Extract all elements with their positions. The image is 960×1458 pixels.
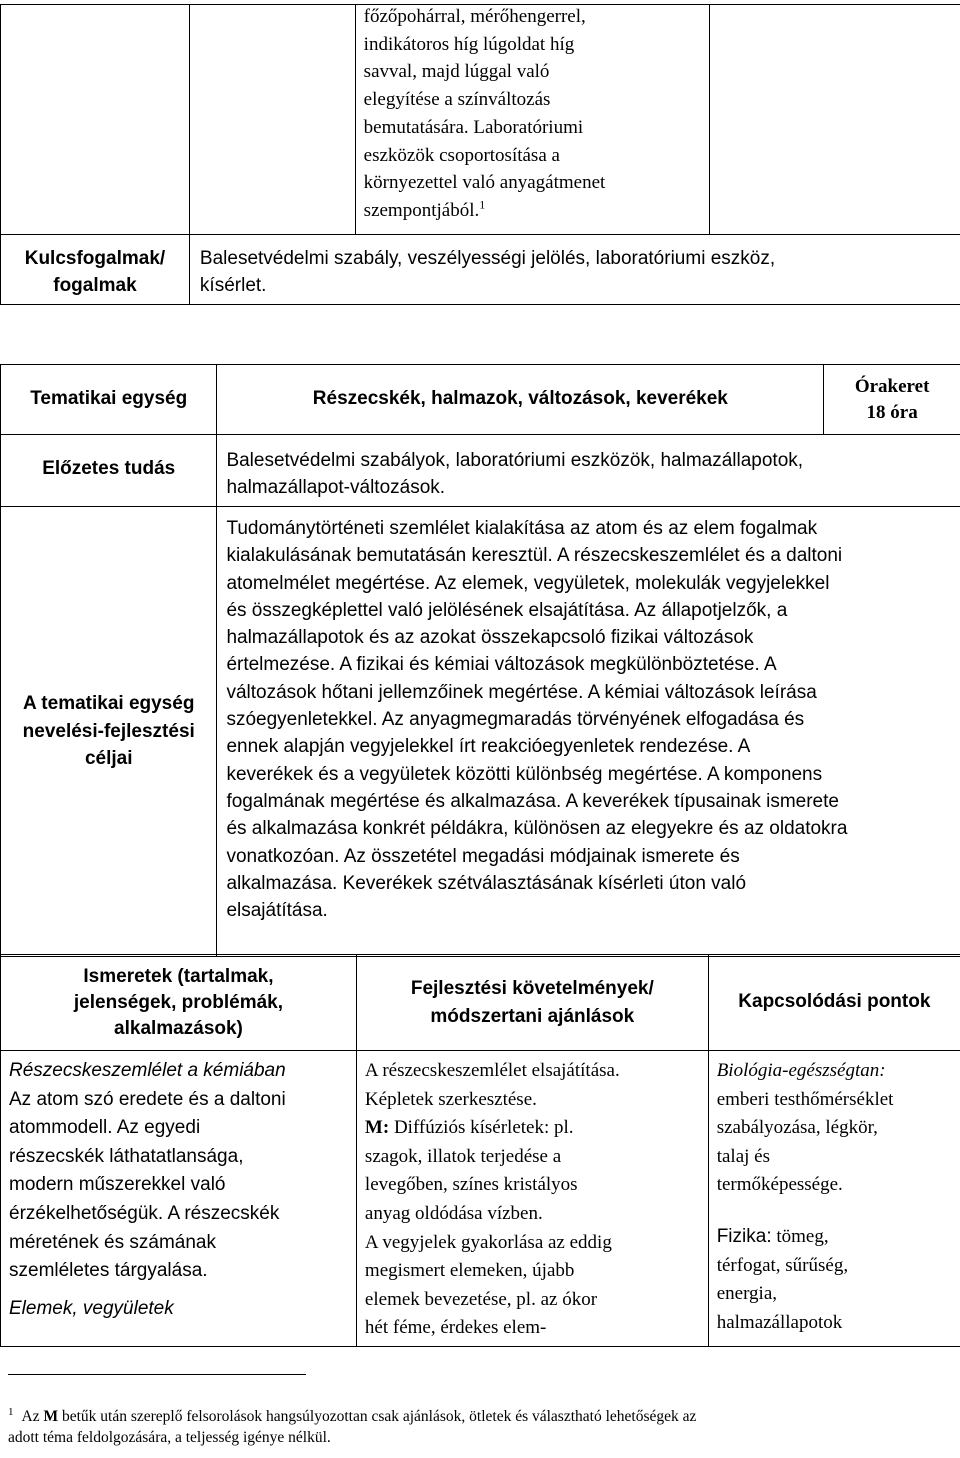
fejlesztesi-line: Képletek szerkesztése. — [364, 1088, 537, 1110]
unit-title-cell — [217, 365, 824, 435]
fejlesztesi-header-line: módszertani ajánlások — [430, 1005, 635, 1027]
ismeretek-line: érzékelhetőségük. A részecskék — [9, 1202, 280, 1224]
footnote-line-2: adott téma feldolgozására, a teljesség igénye nélkül. — [8, 1429, 331, 1446]
content-table — [0, 954, 960, 1347]
celjai-line: atomelmélet megértése. Az elemek, vegyületek, molekulák vegyjelekkel — [226, 572, 830, 594]
kapcsolodasi-line: halmazállapotok — [716, 1311, 843, 1333]
celjai-label-cell — [1, 507, 217, 957]
subject-fizika: Fizika: — [716, 1225, 772, 1247]
continuation-line: eszközök csoportosítása a — [363, 144, 560, 166]
kapcsolodasi-line: talaj és — [716, 1145, 770, 1167]
kulcsfogalmak-value-cell — [189, 235, 960, 305]
ismeretek-line: Az atom szó eredete és a daltoni — [9, 1088, 286, 1110]
continuation-line: indikátoros híg lúgoldat híg — [363, 33, 575, 55]
ismeretek-line: modern műszerekkel való — [9, 1174, 226, 1196]
celjai-line: keverékek és a vegyületek közötti különbség megértése. A komponens — [226, 763, 823, 785]
celjai-label-line: A tematikai egység — [23, 693, 195, 715]
ismeretek-header-line: jelenségek, problémák, — [73, 991, 283, 1013]
fejlesztesi-header-cell — [356, 955, 708, 1051]
m-text: Diffúziós kísérletek: pl. — [389, 1117, 574, 1139]
celjai-line: változások hőtani jellemzőinek megértése. A kémiai változások leírása — [226, 681, 817, 703]
celjai-label-line: céljai — [84, 748, 133, 770]
fejlesztesi-header-line: Fejlesztési követelmények/ — [410, 977, 654, 999]
celjai-line: ennek alapján vegyjelekkel írt reakcióegyenletek rendezése. A — [226, 736, 751, 758]
footnote-number: 1 — [8, 1405, 14, 1418]
kapcsolodasi-line: szabályozása, légkör, — [716, 1117, 878, 1139]
celjai-label-line: nevelési-fejlesztési — [22, 720, 195, 742]
kapcsolodasi-line: energia, — [716, 1283, 778, 1305]
celjai-line: fogalmának megértése és alkalmazása. A keverékek típusainak ismerete — [226, 790, 839, 812]
kulcsfogalmak-label-cell — [1, 235, 190, 305]
celjai-line: vonatkozóan. Az összetétel megadási módjainak ismerete és — [226, 845, 740, 867]
celjai-line: és alkalmazása konkrét példákra, különösen az elegyekre és az oldatokra — [226, 818, 848, 840]
ismeretek-header-line: alkalmazások) — [114, 1017, 243, 1039]
tematikai-egyseg-label: Tematikai egység — [30, 388, 188, 410]
celjai-line: és összegképlettel való jelölésének elsajátítása. Az állapotjelzők, a — [226, 599, 788, 621]
continuation-line: elegyítése a színváltozás — [363, 89, 551, 111]
top-table — [0, 4, 960, 305]
topic-heading: Elemek, vegyületek — [9, 1297, 174, 1319]
kapcsolodasi-header-cell — [708, 955, 960, 1051]
tematikai-egyseg-label-cell — [1, 365, 217, 435]
fogalmak-label: fogalmak — [53, 275, 137, 296]
ismeretek-content-cell — [1, 1051, 357, 1347]
footnote-line-1 — [8, 1406, 953, 1427]
m-marker: M: — [364, 1117, 390, 1139]
fejlesztesi-content-cell — [356, 1051, 708, 1347]
kapcsolodasi-line: térfogat, sűrűség, — [716, 1254, 849, 1276]
celjai-line: elsajátítása. — [226, 900, 328, 922]
kulcsfogalmak-line: kísérlet. — [199, 275, 267, 296]
ismeretek-text — [9, 1057, 356, 1323]
elozetes-tudas-line: halmazállapot-változások. — [226, 476, 446, 498]
celjai-line: alkalmazása. Keverékek szétválasztásának kísérleti úton való — [226, 872, 747, 894]
fejlesztesi-text — [365, 1057, 708, 1343]
unit-table — [0, 364, 960, 957]
top-right-empty-cell — [710, 5, 960, 235]
celjai-line: halmazállapotok és az azokat összekapcsoló fizikai változások — [226, 627, 754, 649]
elozetes-tudas-line: Balesetvédelmi szabályok, laboratóriumi eszközök, halmazállapotok, — [226, 450, 804, 471]
kapcsolodasi-line: termőképessége. — [716, 1174, 843, 1196]
celjai-line: Tudománytörténeti szemlélet kialakítása az atom és az elem fogalmak — [226, 518, 818, 539]
fejlesztesi-line: hét féme, érdekes elem- — [364, 1317, 547, 1339]
fizika-line — [717, 1223, 960, 1252]
top-left-empty-cell — [1, 5, 190, 235]
celjai-text — [226, 515, 960, 924]
elozetes-tudas-label: Előzetes tudás — [42, 458, 176, 479]
kulcsfogalmak-label: Kulcsfogalmak/ — [24, 248, 166, 269]
celjai-value-cell — [217, 507, 960, 957]
fejlesztesi-m-line — [365, 1114, 708, 1143]
kapcsolodasi-line: emberi testhőmérséklet — [716, 1088, 894, 1110]
ismeretek-line: szemléletes tárgyalása. — [9, 1260, 208, 1282]
fejlesztesi-line: anyag oldódása vízben. — [364, 1202, 543, 1224]
footnote-text-rest: betűk után szereplő felsorolások hangsúlyozottan csak ajánlások, ötletek és választható lehetőségek az — [58, 1408, 697, 1425]
celjai-line: kialakulásának bemutatásán keresztül. A részecskeszemlélet és a daltoni — [226, 545, 843, 567]
top-continuation-cell — [355, 5, 710, 235]
ismeretek-line: atommodell. Az egyedi — [9, 1117, 201, 1139]
continuation-line-last — [364, 197, 710, 225]
continuation-line: főzőpohárral, mérőhengerrel, — [363, 6, 586, 27]
orakeret-label: Órakeret — [854, 375, 930, 397]
ismeretek-header-line: Ismeretek (tartalmak, — [83, 965, 274, 987]
kulcsfogalmak-line: Balesetvédelmi szabály, veszélyességi jelölés, laboratóriumi eszköz, — [199, 248, 776, 269]
fizika-text: tömeg, — [771, 1225, 829, 1247]
fejlesztesi-line: A vegyjelek gyakorlása az eddig — [364, 1231, 612, 1253]
elozetes-tudas-value-cell — [217, 435, 960, 507]
orakeret-cell — [824, 365, 960, 435]
orakeret-value: 18 óra — [866, 401, 918, 423]
continuation-line: savval, majd lúggal való — [363, 61, 550, 83]
continuation-text — [364, 3, 710, 225]
unit-title: Részecskék, halmazok, változások, keverékek — [312, 388, 728, 410]
ismeretek-header-cell — [1, 955, 357, 1051]
footnote — [8, 1406, 953, 1448]
footnote-text-bold: M — [43, 1408, 59, 1425]
footnote-separator — [8, 1374, 306, 1375]
continuation-line: környezettel való anyagátmenet — [363, 172, 606, 194]
fejlesztesi-line: szagok, illatok terjedése a — [364, 1145, 562, 1167]
fejlesztesi-line: A részecskeszemlélet elsajátítása. — [364, 1060, 620, 1081]
kapcsolodasi-text — [717, 1057, 960, 1337]
continuation-line-text: szempontjából. — [363, 199, 480, 221]
fejlesztesi-line: elemek bevezetése, pl. az ókor — [364, 1288, 598, 1310]
ismeretek-line: méretének és számának — [9, 1231, 216, 1253]
continuation-line: bemutatására. Laboratóriumi — [363, 116, 584, 138]
footnote-reference: 1 — [479, 197, 486, 212]
subject-biologia: Biológia-egészségtan: — [716, 1060, 886, 1081]
kapcsolodasi-header: Kapcsolódási pontok — [738, 991, 931, 1013]
fejlesztesi-line: megismert elemeken, újabb — [364, 1260, 575, 1282]
celjai-line: értelmezése. A fizikai és kémiai változások megkülönböztetése. A — [226, 654, 777, 676]
elozetes-tudas-label-cell — [1, 435, 217, 507]
top-middle-empty-cell — [189, 5, 355, 235]
ismeretek-line: részecskék láthatatlansága, — [9, 1145, 244, 1167]
kapcsolodasi-content-cell — [708, 1051, 960, 1347]
celjai-line: szóegyenletekkel. Az anyagmegmaradás törvényének elfogadása és — [226, 709, 805, 731]
topic-heading: Részecskeszemlélet a kémiában — [9, 1060, 286, 1081]
footnote-text-prefix: Az — [21, 1408, 44, 1425]
fejlesztesi-line: levegőben, színes kristályos — [364, 1174, 578, 1196]
